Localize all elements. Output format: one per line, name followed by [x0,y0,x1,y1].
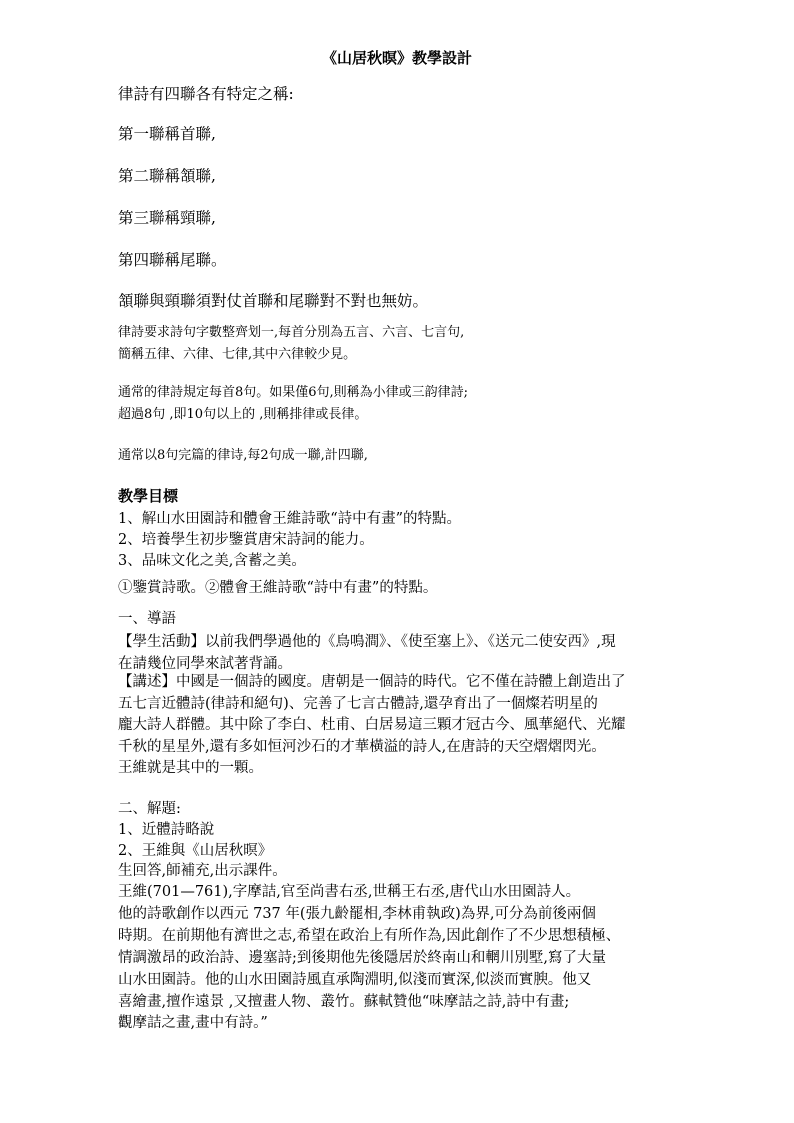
goal-item: 3、品味文化之美,含蓄之美。 [118,553,306,569]
section1-line: 千秋的星星外,還有多如恒河沙石的才華橫溢的詩人,在唐詩的天空熠熠閃光。 [118,739,606,755]
note-line: 簡稱五律、六律、七律,其中六律較少見。 [118,347,357,362]
section2-line: 生回答,師補充,出示課件。 [118,863,287,879]
section1-line: 五七言近體詩(律詩和絕句)、完善了七言古體詩,還孕育出了一個燦若明星的 [118,696,598,712]
section2-line: 1、近體詩略說 [118,822,215,838]
section1-line: 【講述】中國是一個詩的國度。唐朝是一個詩的時代。它不僅在詩體上創造出了 [118,674,626,690]
couplet-1: 第一聯稱首聯, [118,125,216,143]
key-points: ①鑒賞詩歌。②體會王維詩歌“詩中有畫”的特點。 [118,580,438,596]
couplet-rule: 頷聯與頸聯須對仗首聯和尾聯對不對也無妨。 [118,292,429,310]
section2-line: 觀摩詰之畫,畫中有詩。” [118,1015,268,1031]
note-line: 超過8句 ,即10句以上的 ,則稱排律或長律。 [118,407,368,422]
section1-heading: 一、導語 [118,611,176,627]
section2-line: 2、王維與《山居秋暝》 [118,843,273,859]
section2-heading: 二、解題: [118,801,181,817]
goal-item: 1、解山水田園詩和體會王維詩歌“詩中有畫”的特點。 [118,511,462,527]
note-line: 律詩要求詩句字數整齊划一,每首分別為五言、六言、七言句, [118,325,465,340]
goal-item: 2、培養學生初步鑒賞唐宋詩詞的能力。 [118,532,374,548]
section2-line: 喜繪畫,擅作遠景 ,又擅畫人物、叢竹。蘇軾贊他“味摩詰之詩,詩中有畫; [118,994,570,1010]
section1-line: 龐大詩人群體。其中除了李白、杜甫、白居易這三顆才冠古今、風華絕代、光耀 [118,717,626,733]
section2-line: 王維(701—761),字摩詰,官至尚書右丞,世稱王右丞,唐代山水田園詩人。 [118,884,581,900]
intro-lead: 律詩有四聯各有特定之稱: [118,85,294,103]
note-line: 通常的律詩規定每首8句。如果僅6句,則稱為小律或三韵律詩; [118,385,469,400]
couplet-2: 第二聯稱頷聯, [118,167,216,185]
couplet-4: 第四聯稱尾聯。 [118,251,227,269]
goals-heading: 教學目標 [118,487,179,505]
document-title: 《山居秋暝》教學設計 [321,49,472,67]
section2-line: 他的詩歌創作以西元 737 年(張九齡罷相,李林甫執政)為界,可分為前後兩個 [118,906,596,922]
section1-line: 在請幾位同學來試著背誦。 [118,656,292,672]
section2-line: 情調激昂的政治詩、邊塞詩;到後期他先後隱居於終南山和輞川別墅,寫了大量 [118,950,606,966]
section2-line: 時期。在前期他有濟世之志,希望在政治上有所作為,因此創作了不少思想積極、 [118,928,621,944]
section1-line: 【學生活動】以前我們學過他的《鳥鳴澗》、《使至塞上》、《送元二使安西》,現 [118,634,616,650]
section2-line: 山水田園詩。他的山水田園詩風直承陶淵明,似淺而實深,似淡而實腴。他又 [118,972,592,988]
couplet-3: 第三聯稱頸聯, [118,209,216,227]
note-line: 通常以8句完篇的律诗,每2句成一聯,計四聯, [118,448,368,463]
section1-line: 王維就是其中的一顆。 [118,760,263,776]
